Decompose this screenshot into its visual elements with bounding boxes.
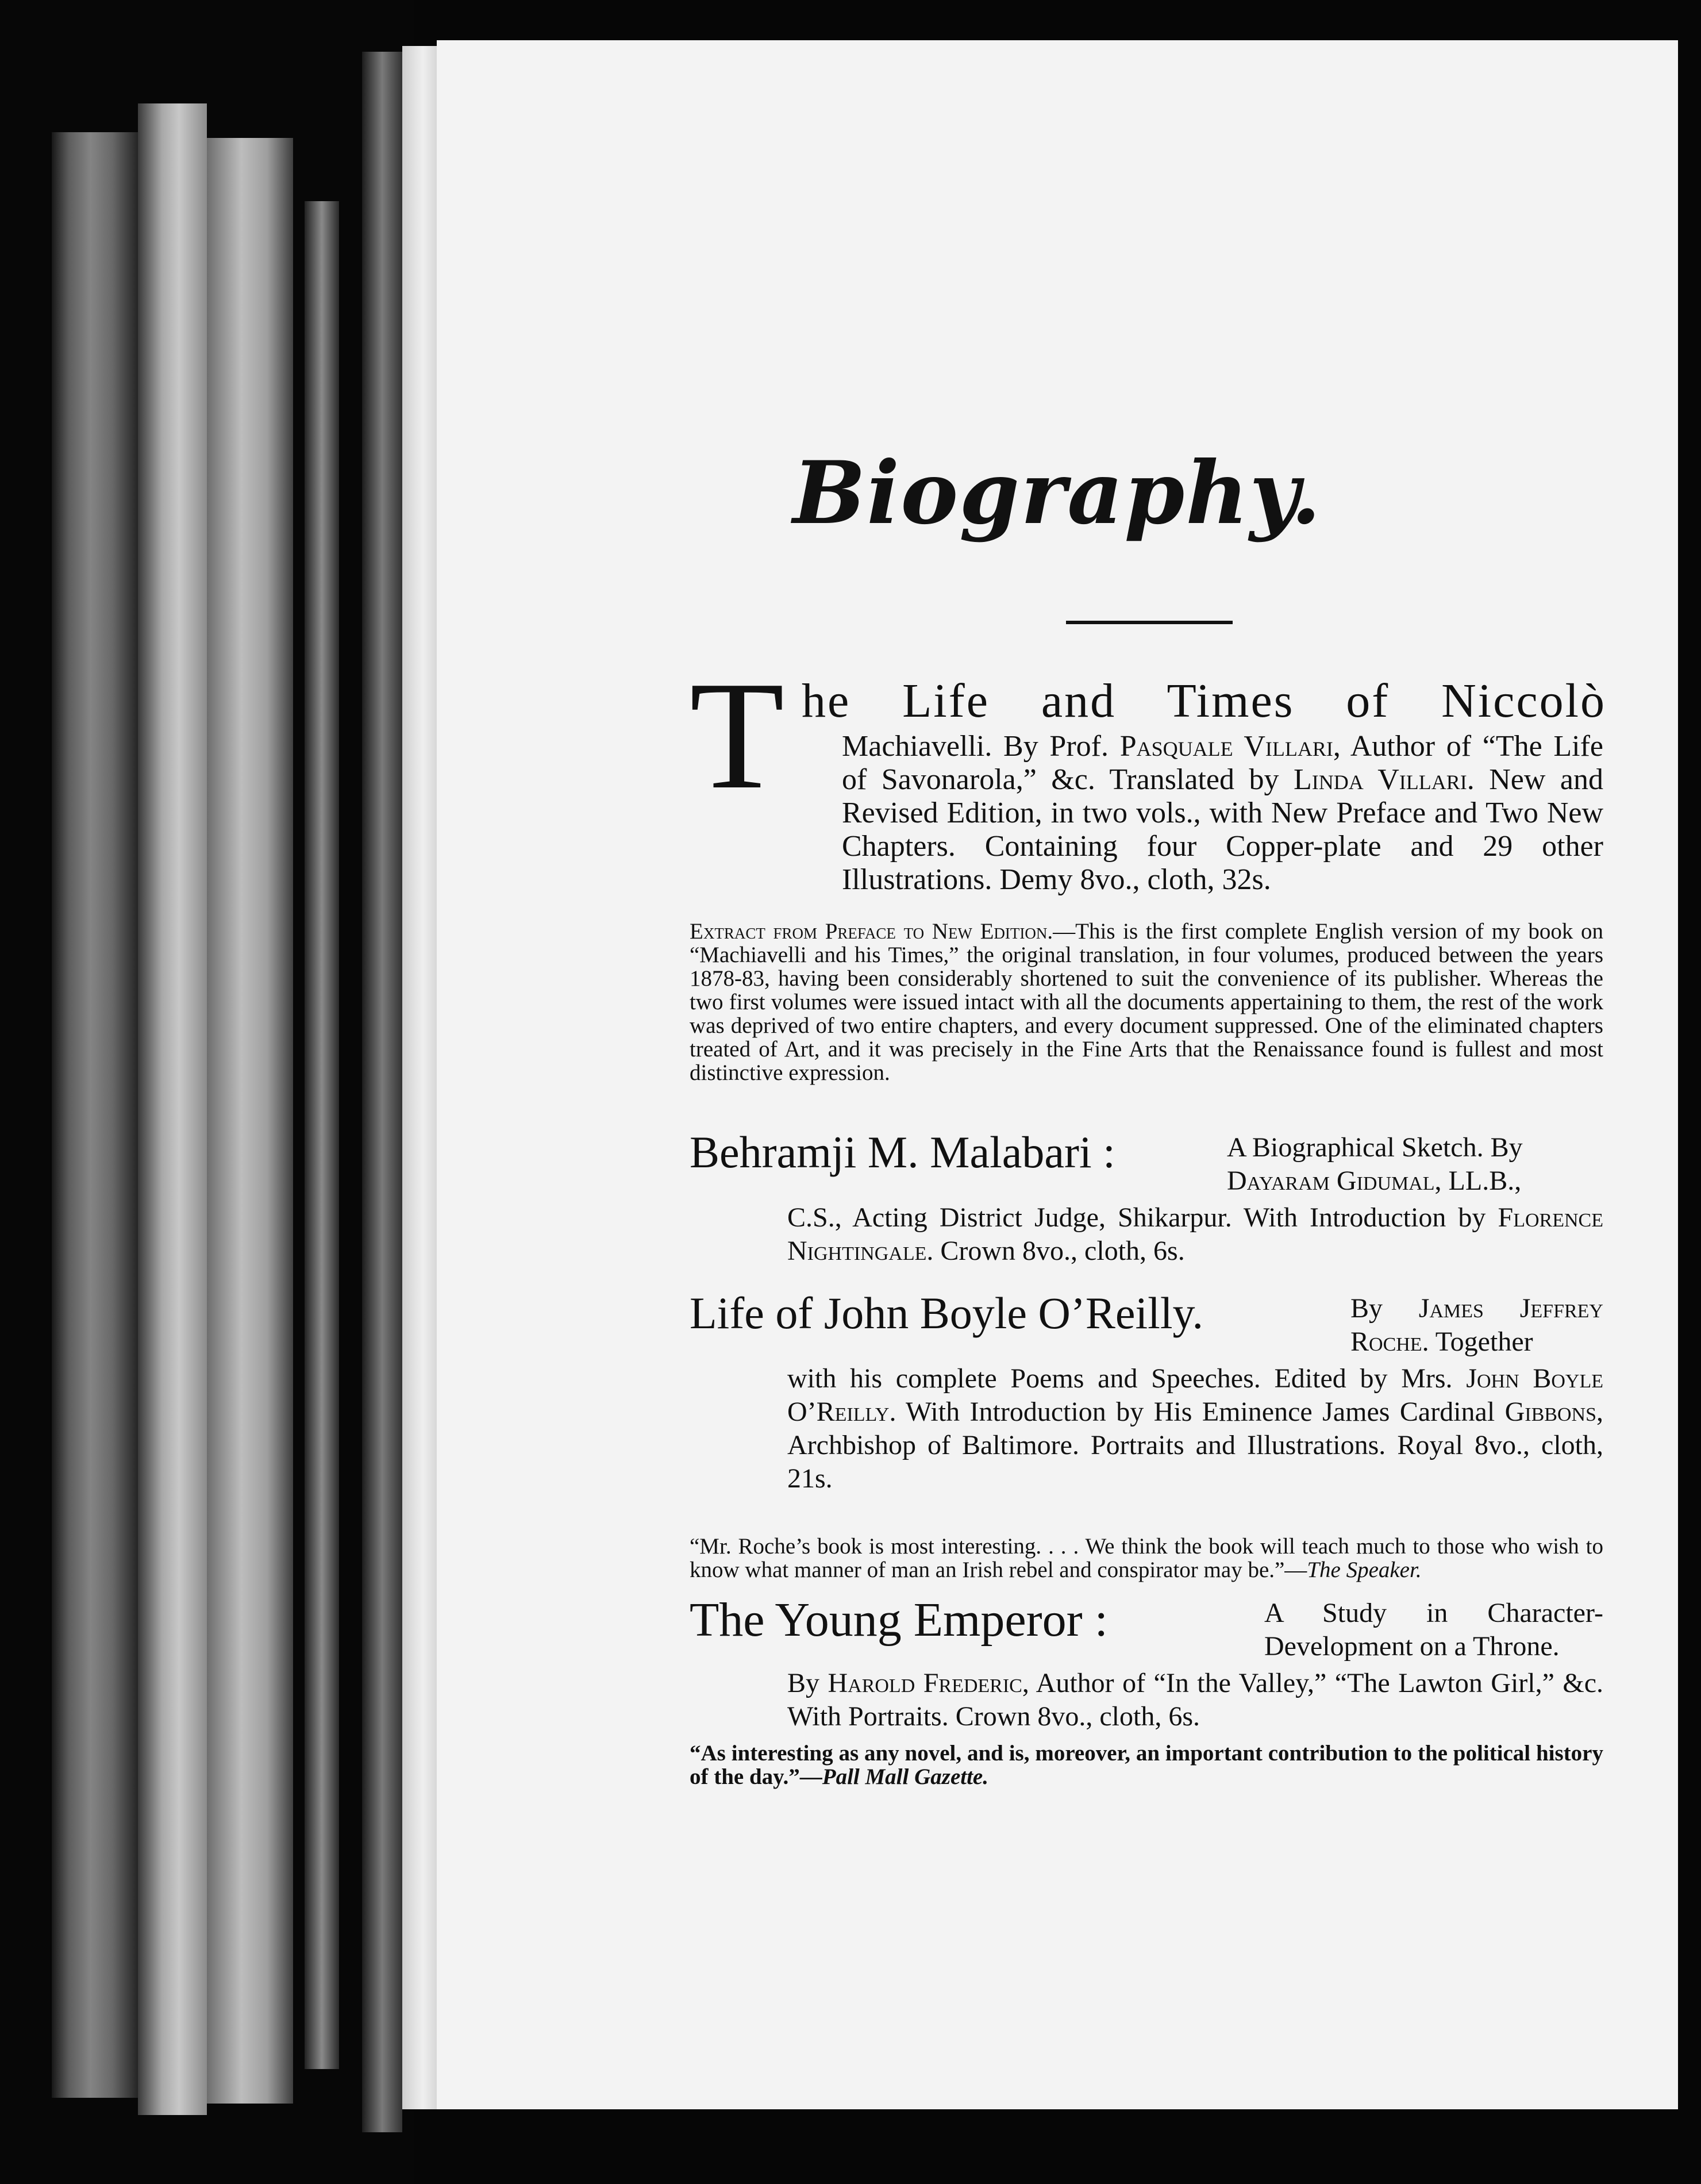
entry-headline: Behramji M. Malabari :: [690, 1127, 1115, 1177]
spine-page-edges: [362, 52, 402, 2132]
entry-subtitle: A Study in Character-Development on a Throne.: [1264, 1598, 1603, 1662]
entry-description: [787, 1201, 1603, 1268]
introducer-name: Gibbons: [1504, 1397, 1596, 1427]
entry-text: By: [787, 1668, 828, 1698]
book-page: [437, 40, 1678, 2109]
introducer-name: Florence Nightingale: [787, 1202, 1603, 1266]
entry-description: [842, 730, 1603, 897]
translator-name: Linda Villari: [1293, 763, 1467, 796]
preface-extract: [690, 920, 1603, 1085]
entry-text: . New and Revised Edition, in two vols., with New Preface and Two New Chapters. Containing four Copper-plate and 29 other Illustrations. Demy 8vo., cloth, 32s.: [842, 763, 1603, 896]
entry-text: , Author of “In the Valley,” “The Lawton Girl,” &c. With Portraits. Crown 8vo., cloth, 6s.: [787, 1668, 1604, 1732]
spine-page-edges: [207, 138, 293, 2104]
entry-text: A Biographical Sketch. By: [1227, 1132, 1523, 1163]
quote-source: The Speaker.: [1307, 1558, 1422, 1582]
entry-text: , LL.B.,: [1434, 1166, 1522, 1196]
author-name: James Jeffrey Roche: [1350, 1293, 1603, 1357]
section-title: Biography.: [792, 443, 1322, 544]
entry-subtitle: [1350, 1292, 1603, 1359]
entry-text: C.S., Acting District Judge, Shikarpur. With Introduction by: [787, 1202, 1498, 1233]
entry-text: By: [1350, 1293, 1419, 1324]
spine-page-edges: [52, 132, 138, 2098]
entry-text: with his complete Poems and Speeches. Edited by Mrs.: [787, 1363, 1467, 1394]
entry-text: , Archbishop of Baltimore. Portraits and Illustrations. Royal 8vo., cloth, 21s.: [787, 1397, 1603, 1494]
entry-text: , Author of “The Life of Savonarola,” &c. Translated by: [842, 730, 1603, 796]
drop-cap: T: [690, 649, 784, 821]
entry-text: . With Introduction by His Eminence James Cardinal: [889, 1397, 1505, 1427]
entries-list: [690, 649, 1606, 1789]
entry-text: . Crown 8vo., cloth, 6s.: [926, 1236, 1185, 1266]
quote-source: Pall Mall Gazette.: [822, 1764, 988, 1789]
entry-headline: he Life and Times of Niccolò: [802, 674, 1606, 728]
book-spine-edge: [0, 0, 414, 2184]
entry-description: [787, 1362, 1603, 1495]
entry-headline: The Young Emperor :: [690, 1593, 1108, 1647]
extract-text: —This is the first complete English version of my book on “Machiavelli and his Times,” the original translation, in four volumes, produced between the years 1878-83, having been considerably shortened to suit the convenience of its publisher. Whereas the two first volumes were issued intact with all the documents appertaining to them, the rest of the work was deprived of two entire chapters, and every document suppressed. One of the eliminated chapters treated of Art, and it was precisely in the Fine Arts that the Renaissance found is fullest and most distinctive expression.: [690, 919, 1604, 1085]
spine-page-edges: [305, 201, 339, 2069]
title-block: [437, 443, 1678, 544]
review-quote: [690, 1741, 1603, 1789]
entry-text: . Together: [1422, 1326, 1533, 1357]
extract-label: Extract from Preface to New Edition.: [690, 919, 1053, 944]
entry-subtitle: [1227, 1131, 1603, 1198]
entry-machiavelli: [690, 649, 1606, 1085]
spine-page-edges: [138, 103, 207, 2115]
author-name: Harold Frederic: [828, 1668, 1022, 1698]
entry-headline: Life of John Boyle O’Reilly.: [690, 1288, 1203, 1338]
title-divider: [1066, 621, 1233, 624]
editor-name: John Boyle O’Reilly: [787, 1363, 1603, 1427]
review-quote: [690, 1535, 1603, 1582]
entry-text: Machiavelli. By Prof.: [842, 730, 1120, 763]
quote-text: “Mr. Roche’s book is most interesting. . . . We think the book will teach much to those who wish to know what manner of man an Irish rebel and conspirator may be.”—: [690, 1534, 1603, 1582]
author-name: Dayaram Gidumal: [1227, 1166, 1435, 1196]
author-name: Pasquale Villari: [1119, 730, 1333, 763]
page-gutter: [402, 46, 437, 2109]
quote-text: “As interesting as any novel, and is, moreover, an important contribution to the political history of the day.”—: [690, 1741, 1603, 1789]
entry-description: [787, 1667, 1603, 1733]
